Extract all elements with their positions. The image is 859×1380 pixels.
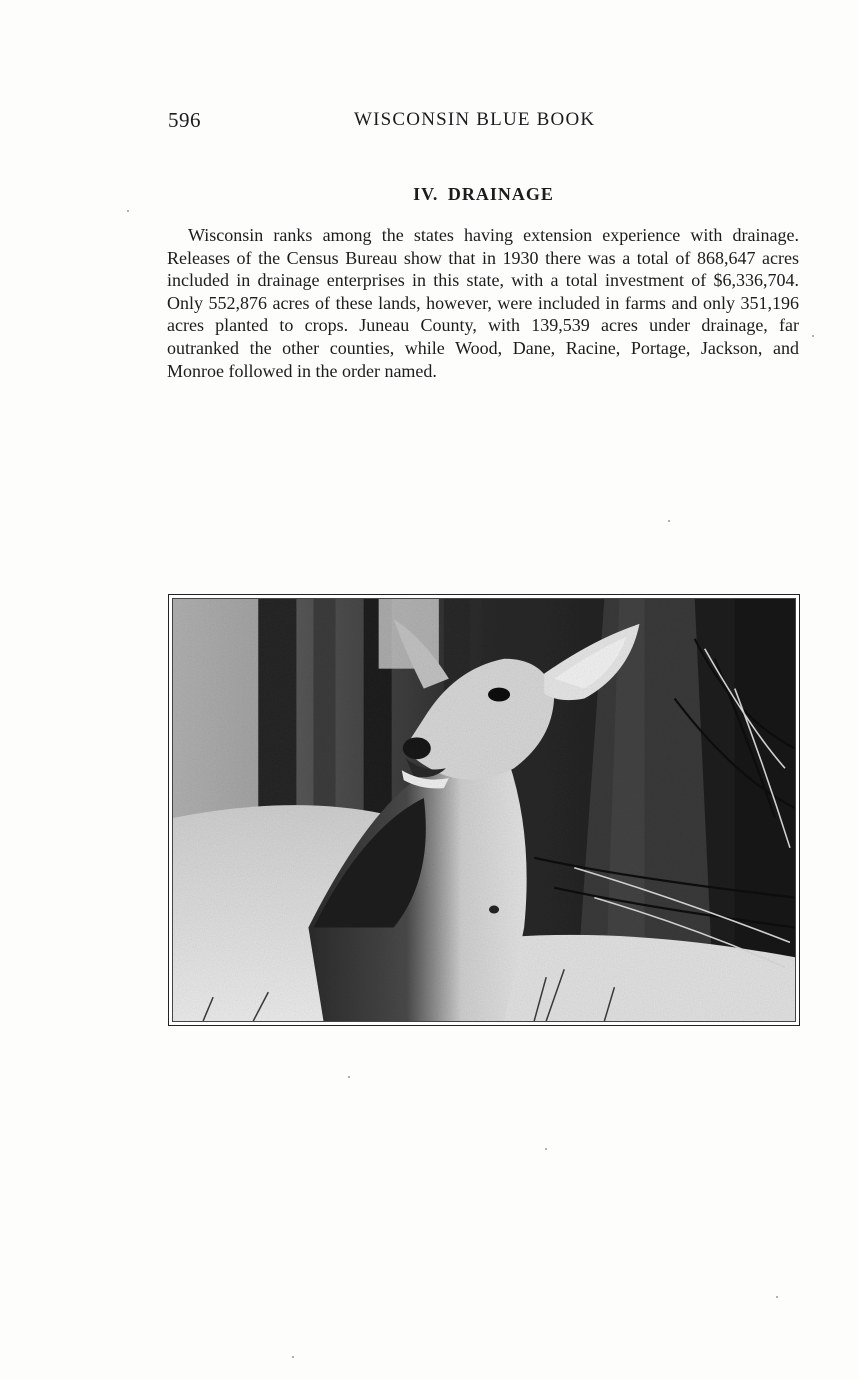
page-number: 596 [168, 108, 201, 132]
running-head: WISCONSIN BLUE BOOK [354, 109, 596, 130]
paper-speck [812, 335, 814, 337]
paper-speck [348, 1076, 350, 1078]
paper-speck [127, 210, 129, 212]
paper-speck [776, 1296, 778, 1298]
photo-frame [172, 598, 796, 1022]
paper-speck [545, 1148, 547, 1150]
deer-photo-image [173, 599, 795, 1021]
paper-speck [292, 1356, 294, 1358]
body-paragraph: Wisconsin ranks among the states having extension experience with drainage. Releases of the Census Bureau show that in 1930 there was a total of 868,647 acres included in drainage enterprises in this state, with a total investment of $6,336,704. Only 552,876 acres of these lands, however, were included in farms and only 351,196 acres planted to crops. Juneau County, with 139,539 acres under drainage, far outranked the other counties, while Wood, Dane, Racine, Portage, Jackson, and Monroe followed in the order named. [167, 225, 799, 381]
section-heading: IV. DRAINAGE [413, 184, 554, 204]
deer-photograph [168, 594, 800, 1026]
paper-speck [668, 520, 670, 522]
